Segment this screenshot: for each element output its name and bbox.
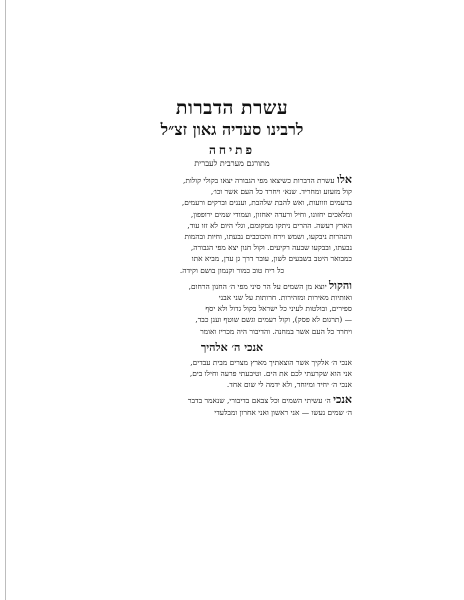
paragraph-1-last-line: כל ריח טוב כמור וקנמון בושם וקידה. (179, 265, 285, 275)
document-title: עשרת הדברות (175, 97, 289, 119)
scan-edge-line (5, 0, 6, 600)
paragraph-4-line: ה׳ שמים נעשו — אני ראשון ואני אחרון ומבלעדי (214, 407, 352, 417)
paragraph-1-first-text: עשרת הדברות כשיצאו מפי הגבורה יצאו בקולי קולות, (183, 176, 335, 185)
paragraph-2-line: ואותיות מאירות ומזהירות. חרותות על שני אבני (218, 293, 352, 303)
translator-note: מתורגם מערבית לעברית (194, 159, 270, 168)
paragraph-2 (112, 280, 352, 337)
paragraph-1 (112, 174, 352, 276)
paragraph-4-first-line (112, 394, 352, 406)
paragraph-4-first-text: ה׳ עשיתי השמים וכל צבאם בדיבורי, שנאמר בדבר (187, 396, 331, 406)
paragraph-1-line: הארץ רעשה. ההרים ניתקו ממקומם, וגלי היום לא זזו עוד, (187, 220, 352, 230)
paragraph-4 (112, 394, 352, 417)
paragraph-3-line: אנכי ה׳ אלקיך אשר הוצאתיך מארץ מצרים מבית עבדים, (190, 357, 352, 367)
paragraph-2-line: ויחרד כל העם אשר במחנה. והדיבור היה מכריז ואומר (200, 326, 352, 336)
paragraph-1-line: כמבואר היטב בשבעים לשון, עובר דרך גן עדן, מביא אתו (191, 254, 352, 264)
paragraph-4-opener: אנכי (333, 394, 352, 407)
section-heading: פתיחה (209, 143, 255, 157)
document-page (112, 96, 352, 422)
paragraph-2-first-line (112, 280, 352, 292)
document-subtitle: לרבינו סעדיה גאון זצ״ל (160, 120, 304, 139)
paragraph-2-first-text: יוצא מן השמים על הר סיני מפי ה׳ החנון הרחום, (188, 281, 327, 291)
paragraph-2-line: — (תרגום לא פסק), וקול רעמים וגשם שוטף וענן כבד, (195, 315, 352, 325)
paragraph-1-line: ברעמים וזוועות, ואש להבת שלהבת, ועננים וברקים ורעמים, (181, 198, 352, 208)
paragraph-2-line: ספירים, ובולטות לעיני כל ישראל בקול גדול ולא יסף (205, 304, 352, 314)
paragraph-3-line: אני הוא שקרעתי לכם את הים. וטיבעתי פרעה וחילו בים, (189, 369, 352, 379)
paragraph-1-line: קול מזעזע ומחריד. שנא׳ ויחרד כל העם אשר וכו׳, (210, 187, 352, 197)
paragraph-1-first-line (112, 174, 352, 186)
commandment-heading: אנכי ה׳ אלהיך (200, 340, 264, 354)
paragraph-2-opener: והקול (329, 279, 352, 292)
paragraph-1-opener: אלו (336, 174, 352, 186)
paragraph-3 (112, 357, 352, 391)
paragraph-1-line: והנהרות ניבקעו, ושמש וירח והכוכבים נבעתו, וחיות ובהמות (184, 232, 352, 242)
paragraph-3-line: אנכי ה׳ יחיד ומיוחד, ולא ידמה לי שום אחד. (226, 380, 352, 390)
paragraph-1-line: נבעתו, ובבקעו שבעה רקיעים. וקול חנון יצא מפי הגבורה, (190, 243, 352, 253)
paragraph-1-line: ומלאכים יחזונו, וחיל ורעדה יאחזון, ועמודי שמים ירופפון, (190, 209, 352, 219)
